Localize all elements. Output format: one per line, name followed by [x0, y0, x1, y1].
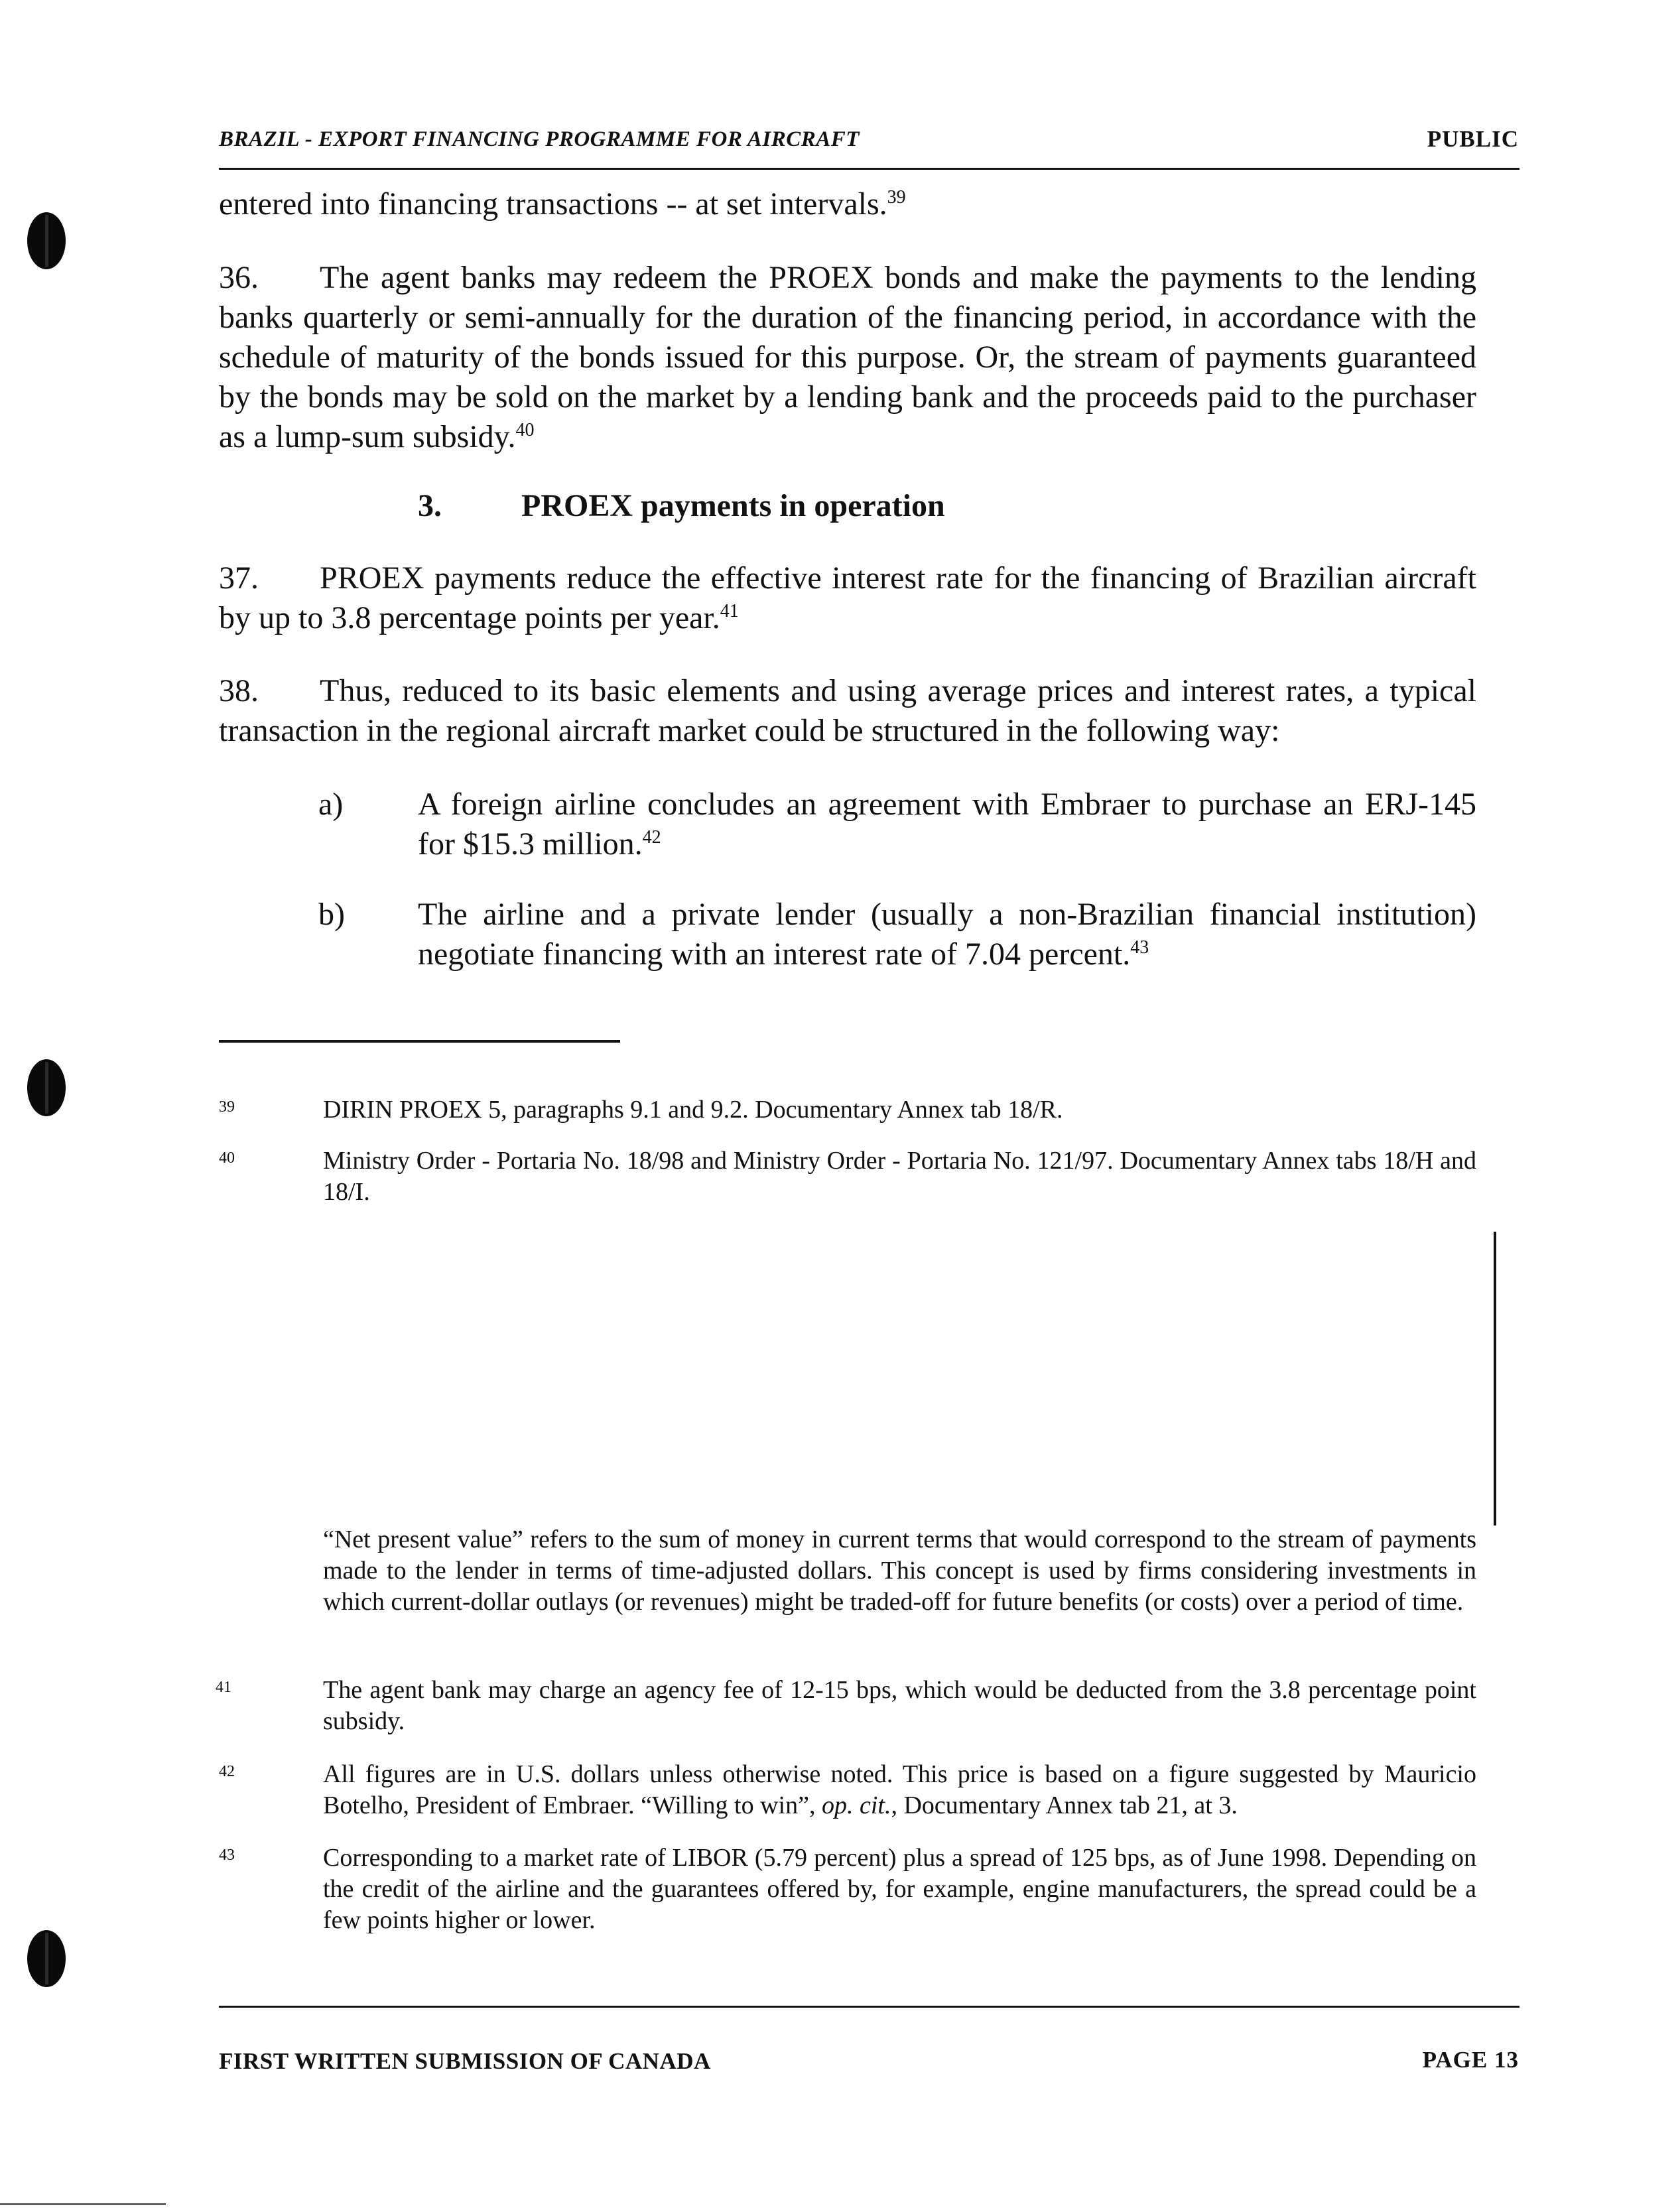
page-header-title: BRAZIL - EXPORT FINANCING PROGRAMME FOR AIRCRAFT: [219, 127, 860, 151]
continuation-body: entered into financing transactions -- at set intervals.: [219, 186, 887, 222]
paragraph-37: [219, 558, 1476, 638]
footnote-40: [0, 1145, 1680, 1212]
footnote-text: The agent bank may charge an agency fee of 12-15 bps, which would be deducted from the 3.8 percentage point subsidy.: [323, 1676, 1476, 1735]
footnote-42: [0, 1759, 1680, 1825]
footnote-text-italic: op. cit.: [821, 1791, 891, 1819]
footnote-continuation: [0, 1524, 1680, 1657]
paragraph-text: The agent banks may redeem the PROEX bonds and make the payments to the lending banks quarterly or semi-annually for the duration of the financing period, in accordance with the schedule of maturity of the bonds issued for this purpose. Or, the stream of payments guaranteed by the bonds may be sold on the market by a lending bank and the proceeds paid to the purchaser as a lump-sum subsidy.: [219, 260, 1476, 454]
footnote-text-part: All figures are in U.S. dollars unless otherwise noted. This price is based on a figure suggested by Mauricio Botelho, President of Embraer. “Willing to win”,: [323, 1760, 1476, 1819]
paragraph-number: 38.: [219, 673, 259, 708]
scan-edge-line: [0, 2203, 166, 2205]
footnote-43: [0, 1843, 1680, 1942]
list-item-label: b): [318, 897, 345, 932]
page-number: PAGE 13: [1422, 2047, 1519, 2073]
section-heading: [418, 487, 1214, 527]
footnote-text-part: , Documentary Annex tab 21, at 3.: [891, 1791, 1238, 1819]
footnote-ref-41[interactable]: 41: [720, 601, 739, 621]
binder-hole-top: [27, 212, 66, 269]
footnote-number: 43: [219, 1847, 235, 1864]
footnote-text: DIRIN PROEX 5, paragraphs 9.1 and 9.2. Documentary Annex tab 18/R.: [323, 1096, 1063, 1124]
list-item-text: [418, 895, 1476, 974]
paragraph-36: [219, 258, 1476, 457]
footnote-39: [0, 1094, 1680, 1128]
footnote-number: 40: [219, 1149, 235, 1167]
footnote-number: 42: [219, 1763, 235, 1780]
paragraph-number: 36.: [219, 260, 259, 295]
continuation-text: [219, 184, 1476, 224]
footnote-text: Corresponding to a market rate of LIBOR (5.79 percent) plus a spread of 125 bps, as of June 1998. Depending on the credit of the airline and the guarantees offered by, for example, engine manufacturers, the spread could be a few points higher or lower.: [323, 1844, 1476, 1934]
section-title: PROEX payments in operation: [521, 488, 945, 523]
footnote-number: 39: [219, 1098, 235, 1116]
paragraph-text: Thus, reduced to its basic elements and using average prices and interest rates, a typical transaction in the regional aircraft market could be structured in the following way:: [219, 673, 1476, 748]
paragraph-number: 37.: [219, 560, 259, 596]
page-header-classification: PUBLIC: [1427, 126, 1519, 152]
footnote-number: 41: [216, 1679, 231, 1696]
footnote-ref-42[interactable]: 42: [642, 827, 661, 848]
list-item-b: [318, 895, 1476, 981]
list-item-label: a): [318, 787, 344, 822]
list-item-a: [318, 785, 1476, 871]
footnote-text: “Net present value” refers to the sum of money in current terms that would correspond to the stream of payments made to the lender in terms of time-adjusted dollars. This concept is used by firms considering investments in which current-dollar outlays (or revenues) might be traded-off for future benefits (or costs) over a period of time.: [323, 1526, 1476, 1616]
page-footer-title: FIRST WRITTEN SUBMISSION OF CANADA: [219, 2048, 711, 2074]
list-item-text: [418, 785, 1476, 864]
margin-bar: [1494, 1232, 1496, 1526]
footnote-text: [323, 1759, 1476, 1821]
list-item-body: The airline and a private lender (usually a non-Brazilian financial institution) negotiate financing with an interest rate of 7.04 percent.: [418, 897, 1476, 972]
header-rule: [219, 168, 1519, 170]
footnote-41: [0, 1675, 1680, 1741]
footnote-ref-39[interactable]: 39: [887, 187, 906, 208]
footnote-separator: [219, 1040, 620, 1043]
list-item-body: A foreign airline concludes an agreement with Embraer to purchase an ERJ-145 for $15.3 million.: [418, 787, 1476, 862]
footnote-ref-40[interactable]: 40: [515, 420, 535, 440]
footnote-ref-43[interactable]: 43: [1130, 937, 1149, 958]
section-number: 3.: [418, 488, 442, 523]
paragraph-text: PROEX payments reduce the effective interest rate for the financing of Brazilian aircraft by up to 3.8 percentage points per year.: [219, 560, 1476, 635]
footnote-text: Ministry Order - Portaria No. 18/98 and Ministry Order - Portaria No. 121/97. Documentary Annex tabs 18/H and 18/I.: [323, 1147, 1476, 1206]
footer-rule: [219, 2006, 1519, 2008]
paragraph-38: [219, 671, 1476, 751]
